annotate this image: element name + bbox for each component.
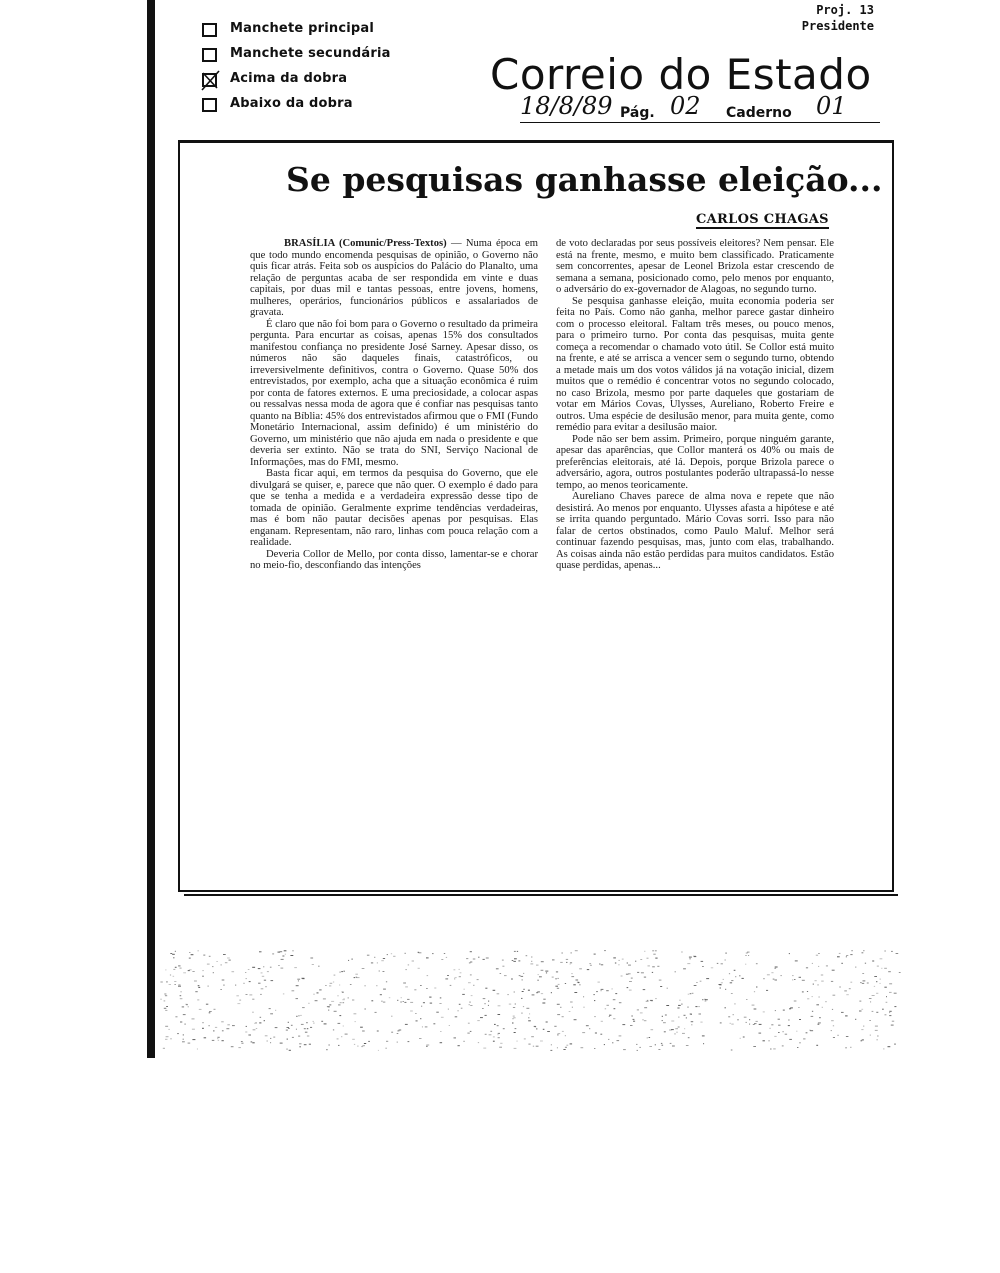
section-value: 01 [816, 92, 847, 120]
newspaper-masthead: Correio do Estado [490, 50, 872, 99]
checklist-item-acima-da-dobra[interactable] [200, 70, 420, 95]
page-label: Pág. [620, 105, 655, 121]
placement-checklist [200, 20, 420, 120]
checklist-item-manchete-principal[interactable] [200, 20, 420, 45]
checkbox-icon[interactable] [202, 23, 217, 37]
meta-underline [520, 122, 880, 123]
section-label: Caderno [726, 105, 792, 121]
checklist-label: Manchete principal [230, 21, 375, 36]
article-paragraph: Se pesquisa ganhasse eleição, muita economia poderia ser feita no País. Como não ganha, melhor parece gastar dinheiro com o processo eleitoral. Faltam três meses, ou pouco menos, para o primeiro turno. Por conta das pesquisas, muita gente começa a recomendar o chamado voto útil. Se Collor está muito na frente, e até se arrisca a vencer sem o segundo turno, obtendo a metade mais um dos votos válidos já na votação inicial, dizem muitos que o remédio é concentrar votos no segundo colocado, no caso Brizola, mesmo por parte daqueles que gostariam de votar em Mários Covas, Ulysses, Aureliano, Roberto Freire e outros. Uma espécie de desilusão menor, para muita gente, como remédio para evitar a desilusão maior. [556, 295, 834, 433]
checklist-item-manchete-secundaria[interactable] [200, 45, 420, 70]
scan-noise [160, 950, 920, 1060]
checklist-label: Acima da dobra [230, 71, 348, 86]
corner-note-line2: Presidente [801, 19, 874, 33]
clipping-meta [520, 92, 880, 126]
article-column-1 [250, 238, 538, 572]
checklist-item-abaixo-da-dobra[interactable] [200, 95, 420, 120]
corner-note [802, 2, 874, 34]
article-paragraph: É claro que não foi bom para o Governo o resultado da primeira pergunta. Para encurtar as coisas, apenas 15% dos consultados manifestou confiança no presidente José Sarney. Apesar disso, os números não são daqueles finais, catastróficos, ou irreversivelmente definitivos, contra o Governo. Quase 50% dos entrevistados, por exemplo, acha que a situação econômica é ruim por conta de fatores externos. E uma preciosidade, a colocar aspas ou ressalvas nessa moda de agora que é confiar nas pesquisas tanto quanto na Bíblia: 45% dos entrevistados afirmou que o FMI (Fundo Monetário Internacional, assim definido) é um ministério do Governo, um ministério que não ajuda em nada o presidente e que deveria ser extinto. Não se trata do SNI, Serviço Nacional de Informações, mas do FMI, mesmo. [250, 318, 538, 468]
paragraph-text: — Numa época em que todo mundo encomenda pesquisas de opinião, o Governo não quis ficar atrás. Feita sob os auspícios do Palácio do Planalto, uma relação de perguntas acaba de ser respondida em vinte e duas capitais, por duas mil e tantas pessoas, entre jovens, homens, mulheres, operários, funcionários públicos e assalariados de gravata. [250, 238, 538, 318]
checkmark-x-icon [200, 70, 220, 92]
checkbox-icon[interactable] [202, 98, 217, 112]
article-paragraph: Deveria Collor de Mello, por conta disso, lamentar-se e chorar no meio-fio, desconfiando das intenções [250, 548, 538, 571]
checklist-label: Abaixo da dobra [230, 96, 353, 111]
article-column-2 [556, 238, 834, 572]
scan-edge-bar [147, 0, 155, 1058]
checkbox-icon[interactable] [202, 48, 217, 62]
article-dateline: BRASÍLIA (Comunic/Press-Textos) [284, 238, 447, 249]
page-value: 02 [670, 92, 701, 120]
article-paragraph: de voto declaradas por seus possíveis eleitores? Nem pensar. Ele está na frente, mesmo, e muito bem classificado. Praticamente sem concorrentes, apesar de Leonel Brizola estar crescendo de semana a semana, posicionado como, pelo menos por enquanto, o adversário do ex-governador de Alagoas, no segundo turno. [556, 238, 834, 295]
article-paragraph [250, 238, 538, 319]
corner-note-line1: Proj. 13 [816, 3, 874, 17]
clipping-date: 18/8/89 [520, 92, 613, 120]
article-headline: Se pesquisas ganhasse eleição... [286, 160, 883, 199]
article-byline: CARLOS CHAGAS [696, 212, 829, 227]
article-paragraph: Basta ficar aqui, em termos da pesquisa do Governo, que ele divulgará se quiser, e, parece que não quer. O exemplo é dado para que se tenha a medida e a verdadeira expressão desse tipo de tomada de opinião. Geralmente exprime tendências verdadeiras, mas é bom não pautar decisões apenas por pesquisas. Elas enganam. Representam, não raro, linhas com pouca relação com a realidade. [250, 468, 538, 548]
checklist-label: Manchete secundária [230, 46, 391, 61]
article-paragraph: Aureliano Chaves parece de alma nova e repete que não desistirá. Ao menos por enquanto. Ulysses afasta a hipótese e até se irrita quando perguntado. Mário Covas sorri. Isso para não falar de certos obstinados, como Paulo Maluf. Melhor será continuar fazendo pesquisas, mas, junto com elas, trabalhando. As coisas ainda não estão perdidas para muitos candidatos. Estão quase perdidas, apenas... [556, 491, 834, 571]
frame-shadow [184, 894, 898, 896]
article-paragraph: Pode não ser bem assim. Primeiro, porque ninguém garante, apesar das aparências, que Collor manterá os 40% ou mais de preferências eleitorais, até lá. Depois, porque Brizola parece o adversário, agora, outros postulantes poderão ultrapassá-lo nesse tempo, ao menos teoricamente. [556, 433, 834, 491]
